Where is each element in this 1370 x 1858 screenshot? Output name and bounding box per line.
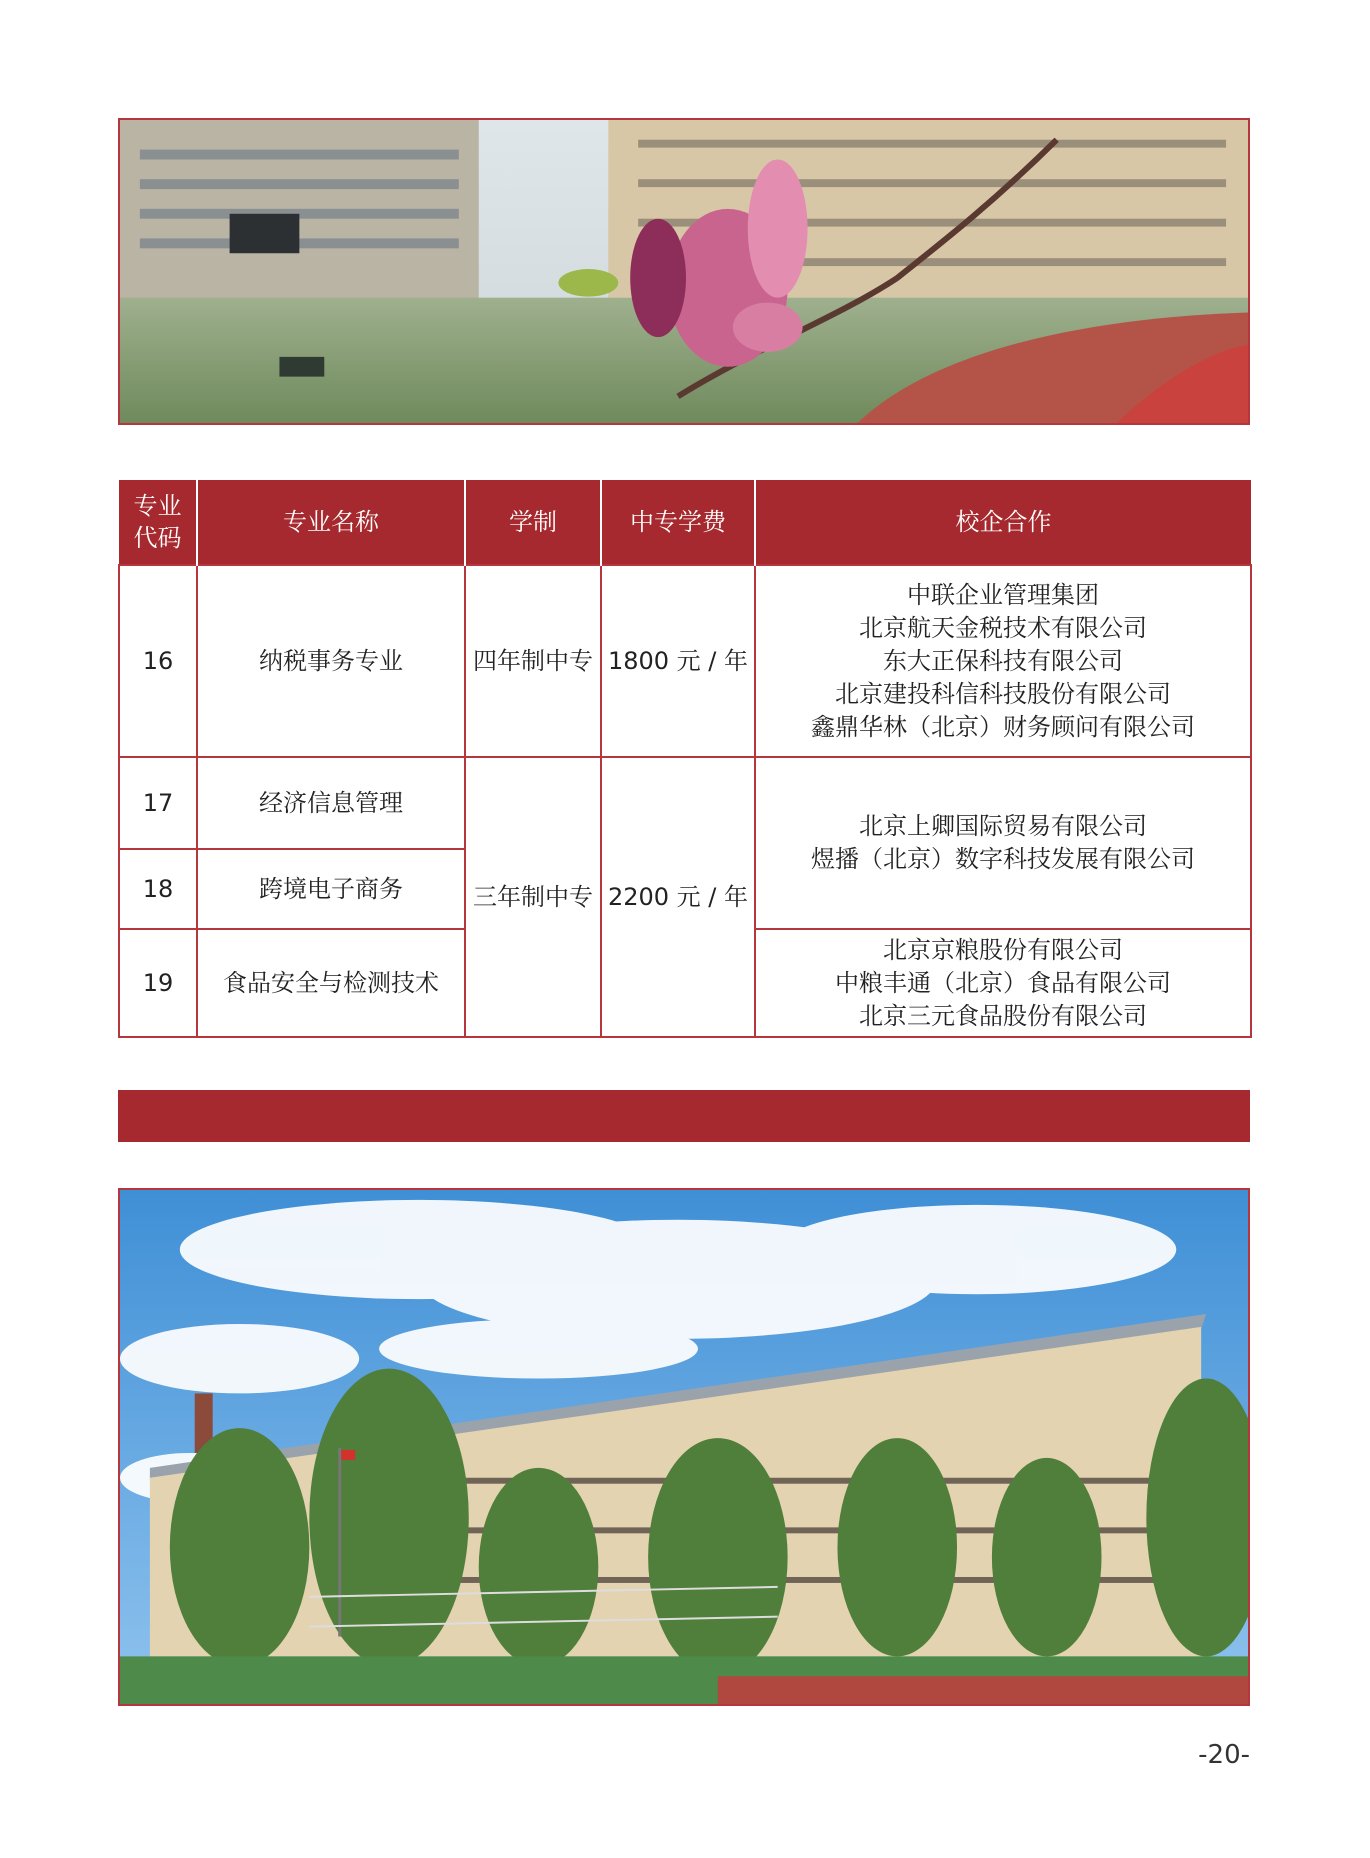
partner-name: 鑫鼎华林（北京）财务顾问有限公司 bbox=[811, 712, 1195, 741]
partner-name: 北京上卿国际贸易有限公司 bbox=[859, 812, 1147, 840]
major-name: 纳税事务专业 bbox=[197, 565, 465, 757]
section-divider-band bbox=[118, 1090, 1250, 1142]
major-code: 17 bbox=[119, 757, 197, 849]
study-system: 三年制中专 bbox=[465, 757, 601, 1037]
major-code: 19 bbox=[119, 929, 197, 1037]
partner-name: 北京京粮股份有限公司 bbox=[883, 935, 1123, 964]
major-name: 食品安全与检测技术 bbox=[197, 929, 465, 1037]
header-partners: 校企合作 bbox=[755, 480, 1251, 565]
partner-name: 北京航天金税技术有限公司 bbox=[859, 613, 1147, 642]
major-name: 经济信息管理 bbox=[197, 757, 465, 849]
header-name: 专业名称 bbox=[197, 480, 465, 565]
partner-list bbox=[755, 757, 1251, 929]
major-code: 16 bbox=[119, 565, 197, 757]
table-row bbox=[119, 565, 1251, 757]
partner-name: 北京建投科信科技股份有限公司 bbox=[835, 679, 1171, 708]
partner-list bbox=[755, 929, 1251, 1037]
tuition-fee: 2200 元 / 年 bbox=[601, 757, 755, 1037]
table-row bbox=[119, 757, 1251, 849]
page-number: -20- bbox=[1198, 1740, 1250, 1770]
majors-table bbox=[118, 480, 1252, 1038]
header-system: 学制 bbox=[465, 480, 601, 565]
study-system: 四年制中专 bbox=[465, 565, 601, 757]
school-building-photo bbox=[118, 1188, 1250, 1706]
major-name: 跨境电子商务 bbox=[197, 849, 465, 929]
header-code: 专业代码 bbox=[119, 480, 197, 565]
partner-name: 北京三元食品股份有限公司 bbox=[859, 1001, 1147, 1030]
table-header-row bbox=[119, 480, 1251, 565]
partner-list bbox=[755, 565, 1251, 757]
partner-name: 中联企业管理集团 bbox=[907, 580, 1099, 609]
partner-name: 中粮丰通（北京）食品有限公司 bbox=[835, 968, 1171, 997]
campus-magnolia-photo bbox=[118, 118, 1250, 425]
partner-name: 煜播（北京）数字科技发展有限公司 bbox=[811, 845, 1195, 873]
tuition-fee: 1800 元 / 年 bbox=[601, 565, 755, 757]
major-code: 18 bbox=[119, 849, 197, 929]
header-fee: 中专学费 bbox=[601, 480, 755, 565]
partner-name: 东大正保科技有限公司 bbox=[883, 646, 1123, 675]
